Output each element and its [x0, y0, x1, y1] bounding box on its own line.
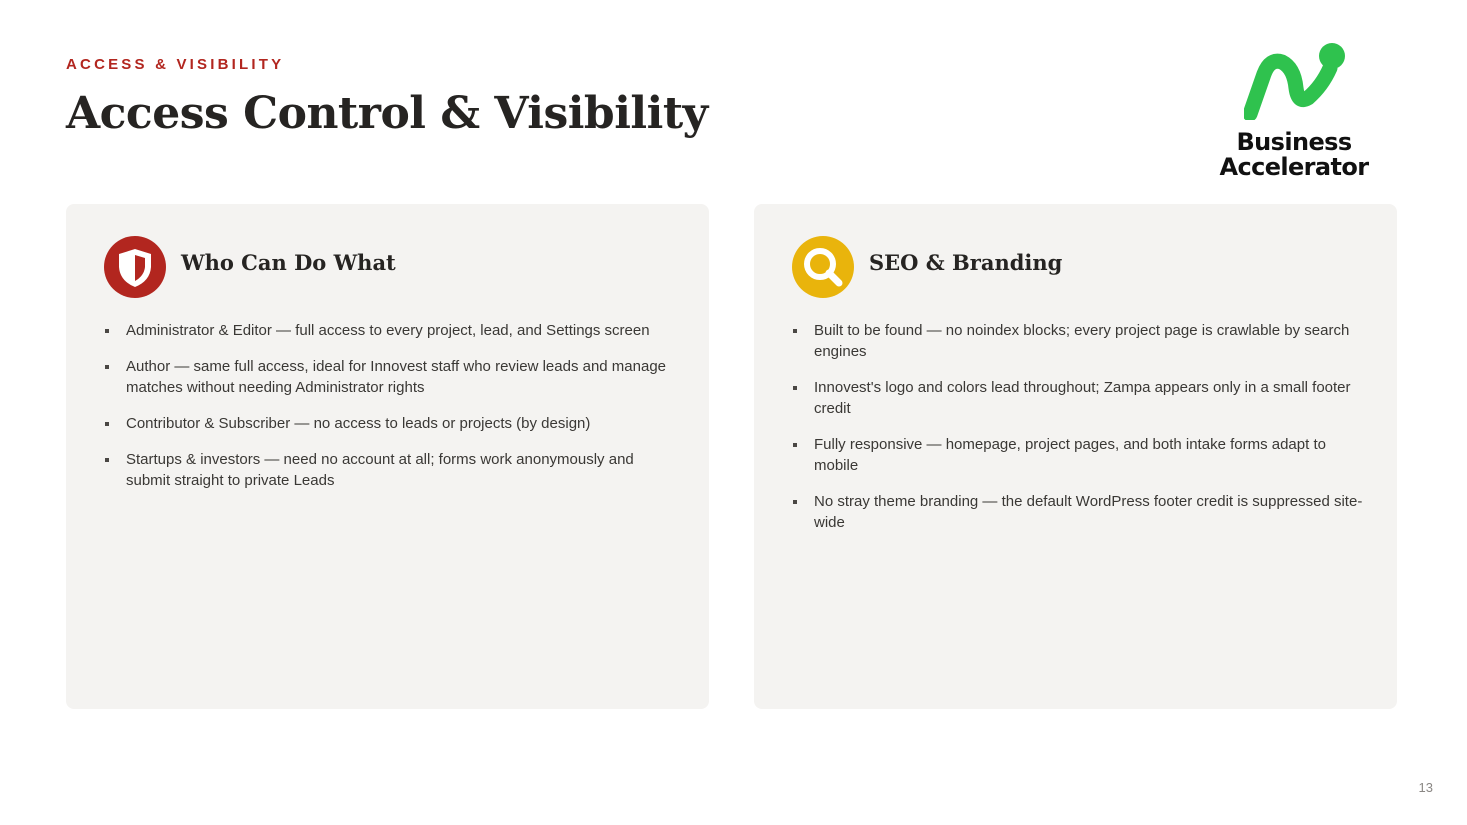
page-number: 13: [1418, 780, 1433, 795]
bullet-item: Innovest's logo and colors lead throughout; Zampa appears only in a small footer credit: [792, 377, 1364, 419]
magnifier-icon: [792, 236, 854, 298]
card-heading: Who Can Do What: [181, 250, 396, 275]
bullet-list: [104, 320, 676, 506]
card-heading: SEO & Branding: [869, 250, 1063, 275]
card-who-can-do-what: [66, 204, 709, 709]
shield-icon: [104, 236, 166, 298]
page-title: Access Control & Visibility: [66, 88, 708, 139]
logo-line-1: Business: [1236, 128, 1352, 156]
bullet-list: [792, 320, 1364, 548]
bullet-item: Startups & investors — need no account at all; forms work anonymously and submit straight to private Leads: [104, 449, 676, 491]
card-seo-branding: [754, 204, 1397, 709]
bullet-item: Contributor & Subscriber — no access to leads or projects (by design): [104, 413, 676, 434]
bullet-item: Author — same full access, ideal for Innovest staff who review leads and manage matches without needing Administrator rights: [104, 356, 676, 398]
bullet-item: Administrator & Editor — full access to every project, lead, and Settings screen: [104, 320, 676, 341]
logo-line-2: Accelerator: [1219, 153, 1369, 181]
business-accelerator-logo: [1208, 38, 1384, 184]
logo-mark-icon: [1244, 40, 1348, 120]
logo-wordmark: [1208, 130, 1380, 180]
bullet-item: No stray theme branding — the default WordPress footer credit is suppressed site-wide: [792, 491, 1364, 533]
section-eyebrow: ACCESS & VISIBILITY: [66, 56, 285, 73]
bullet-item: Fully responsive — homepage, project pages, and both intake forms adapt to mobile: [792, 434, 1364, 476]
bullet-item: Built to be found — no noindex blocks; every project page is crawlable by search engines: [792, 320, 1364, 362]
